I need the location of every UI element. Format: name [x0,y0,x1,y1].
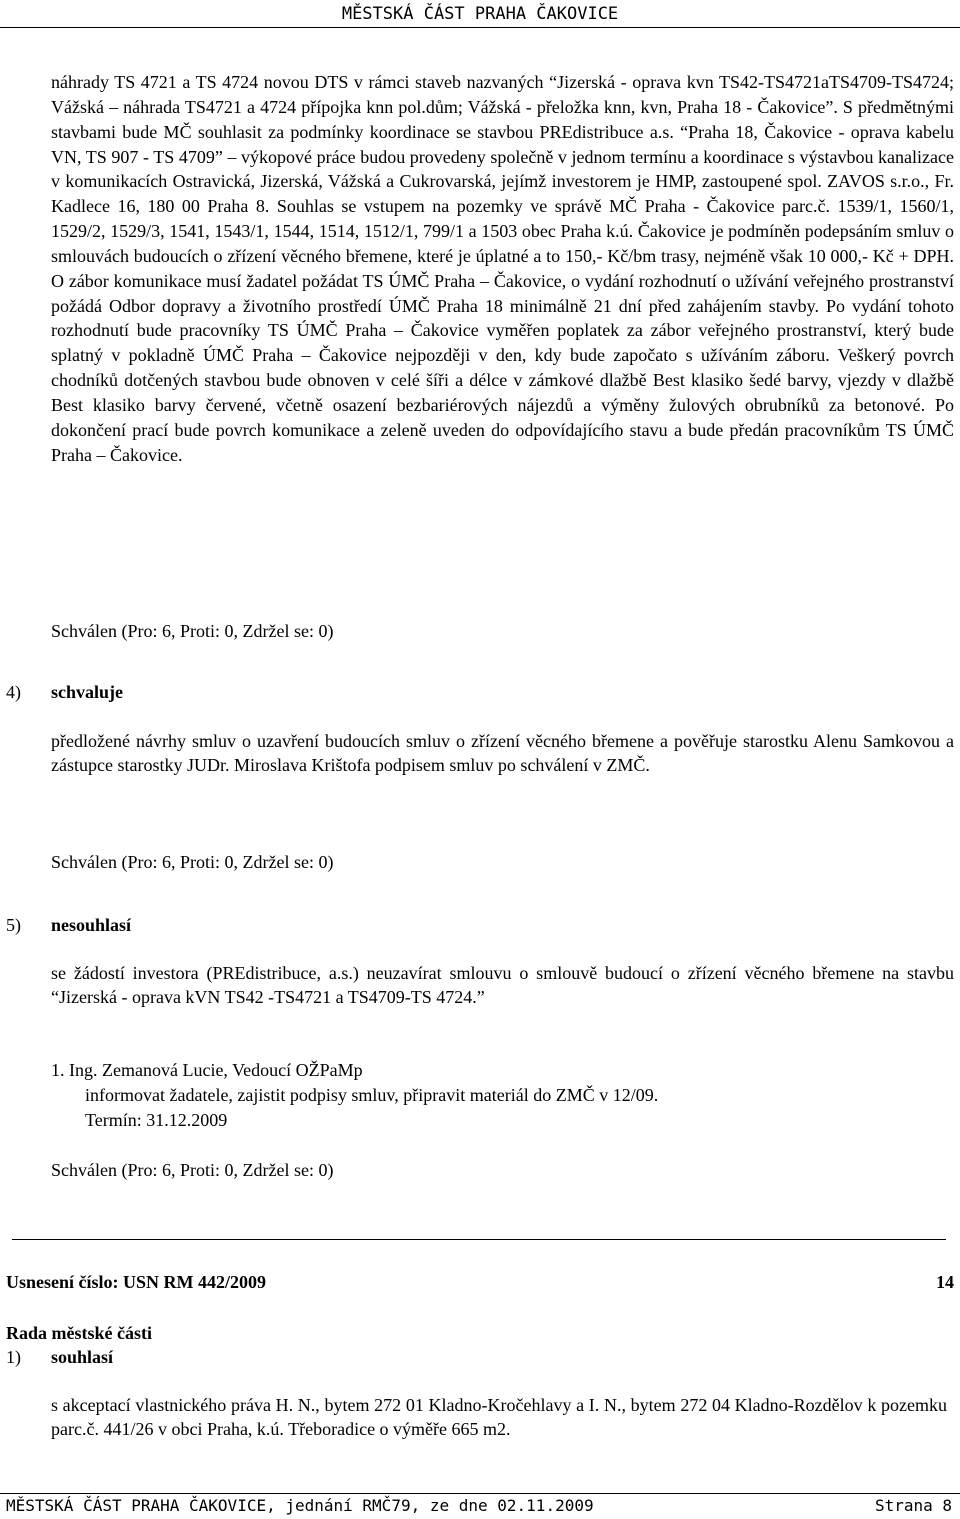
item-4-text: předložené návrhy smluv o uzavření budoucích smluv o zřízení věcného břemene a pověřuje starostku Alenu Samkovou a zástupce starostky JUDr. Miroslava Krištofa podpisem smluv po schválení v ZMČ. [51,731,954,775]
header-title: MĚSTSKÁ ČÁST PRAHA ČAKOVICE [341,4,619,24]
vote-result-2: Schválen (Pro: 6, Proti: 0, Zdržel se: 0) [51,852,334,872]
header-rule [0,27,960,28]
body-paragraph: náhrady TS 4721 a TS 4724 novou DTS v rámci staveb nazvaných “Jizerská - oprava kvn TS42-TS4721aTS4709-TS4724; Vážská – náhrada TS4721 a 4724 přípojka knn pol.dům; Vážská - přeložka knn, kvn, Praha 18 - Čakovice”. S předmětnými stavbami bude MČ souhlasit za podmínky koordinace se stavbou PREdistribuce a.s. “Praha 18, Čakovice - oprava kabelu VN, TS 907 - TS 4709” – výkopové práce budou provedeny společně v jednom termínu a koordinace s výstavbou kanalizace v komunikacích Ostravická, Jizerská, Vážská a Cukrovarská, jejímž investorem je HMP, zastoupené spol. ZAVOS s.r.o., Fr. Kadlece 16, 180 00 Praha 8. Souhlas se vstupem na pozemky ve správě MČ Praha - Čakovice parc.č. 1539/1, 1560/1, 1529/2, 1529/3, 1541, 1543/1, 1544, 1514, 1512/1, 799/1 a 1503 obec Praha k.ú. Čakovice je podmíněn podepsáním smluv o smlouvách budoucích o zřízení věcného břemene, které je úplatné a to 150,- Kč/bm trasy, nejméně však 10 000,- Kč + DPH. O zábor komunikace musí žadatel požádat TS ÚMČ Praha – Čakovice, o vydání rozhodnutí o užívání veřejného prostranství požádá Odbor dopravy a životního prostředí ÚMČ Praha 18 minimálně 21 dní před zahájením stavby. Po vydání tohoto rozhodnutí bude pracovníky TS ÚMČ Praha – Čakovice vyměřen poplatek za zábor veřejného prostranství, který bude splatný v pokladně ÚMČ Praha – Čakovice nejpozději v den, kdy bude započato s užíváním záboru. Veškerý povrch chodníků dotčených stavbou bude obnoven v celé šíři a délce v zámkové dlažbě Best klasiko šedé barvy, vjezdy v dlažbě Best klasiko barvy červené, včetně osazení bezbariérových nájezdů a výměny žulových obrubníků za betonové. Po dokončení prací bude povrch komunikace a zeleně uveden do odpovídajícího stavu a bude předán pracovníkům TS ÚMČ Praha – Čakovice. [51,72,954,465]
footer-rule [0,1493,960,1494]
vote-result-1: Schválen (Pro: 6, Proti: 0, Zdržel se: 0) [51,621,334,641]
task-deadline: Termín: 31.12.2009 [85,1110,228,1130]
vote-result-3: Schválen (Pro: 6, Proti: 0, Zdržel se: 0) [51,1160,334,1180]
resolution-number-label: Usnesení číslo: USN RM 442/2009 [6,1272,266,1292]
footer-page-number: Strana 8 [874,1496,952,1515]
item-4-number: 4) [6,682,21,702]
footer-meeting-info: MĚSTSKÁ ČÁST PRAHA ČAKOVICE, jednání RMČ79, ze dne 02.11.2009 [6,1496,594,1515]
section-divider [12,1239,946,1240]
resolution-item-number: 1) [6,1347,21,1367]
resolution-sequence: 14 [936,1272,954,1292]
resolution-item-verb: souhlasí [51,1347,114,1367]
resolution-item-text: s akceptací vlastnického práva H. N., bytem 272 01 Kladno-Kročehlavy a I. N., bytem 272 04 Kladno-Rozdělov k pozemku parc.č. 441/26 v obci Praha, k.ú. Třeboradice o výměře 665 m2. [51,1395,947,1439]
item-5-number: 5) [6,915,21,935]
page-header [0,0,960,28]
council-heading: Rada městské části [6,1323,152,1343]
item-5-verb: nesouhlasí [51,915,132,935]
task-assignee: 1. Ing. Zemanová Lucie, Vedoucí OŽPaMp [51,1060,363,1080]
item-5-text: se žádostí investora (PREdistribuce, a.s.) neuzavírat smlouvu o smlouvě budoucí o zřízení věcného břemene na stavbu “Jizerská - oprava kVN TS42 -TS4721 a TS4709-TS 4724.” [51,963,954,1007]
task-description: informovat žadatele, zajistit podpisy smluv, připravit materiál do ZMČ v 12/09. [85,1085,659,1105]
item-4-verb: schvaluje [51,682,123,702]
